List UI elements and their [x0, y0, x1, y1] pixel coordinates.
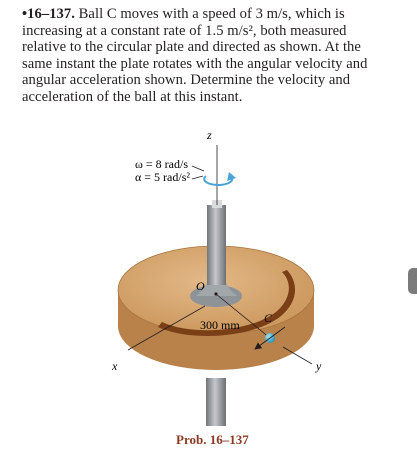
problem-line-5: angular acceleration shown. Determine the velocity and	[22, 72, 351, 89]
radius-label: 300 mm	[200, 318, 240, 332]
problem-line-1-text: Ball C moves with a speed of 3 m/s, which is	[74, 6, 345, 22]
shaft-upper	[207, 205, 226, 285]
problem-line-2: increasing at a constant rate of 1.5 m/s², both measured	[22, 22, 347, 39]
omega-label: ω = 8 rad/s	[135, 157, 188, 171]
shaft-lower	[206, 378, 226, 426]
point-o-label: O	[196, 279, 205, 293]
axis-z-label: z	[207, 128, 212, 142]
figure-caption: Prob. 16–137	[176, 432, 249, 447]
problem-number: •16–137.	[22, 6, 75, 22]
alpha-leader-line	[192, 176, 203, 179]
problem-line-4: same instant the plate rotates with the angular velocity and	[22, 55, 368, 72]
axis-x-label: x	[112, 359, 118, 373]
omega-leader-line	[192, 166, 204, 171]
alpha-label: α = 5 rad/s²	[135, 170, 190, 184]
problem-line-3: relative to the circular plate and directed as shown. At the	[22, 39, 361, 56]
problem-line-6: acceleration of the ball at this instant.	[22, 88, 243, 105]
point-c-label: C	[264, 311, 273, 325]
scrollbar-thumb[interactable]	[408, 268, 417, 294]
axis-y-label: y	[316, 359, 322, 373]
